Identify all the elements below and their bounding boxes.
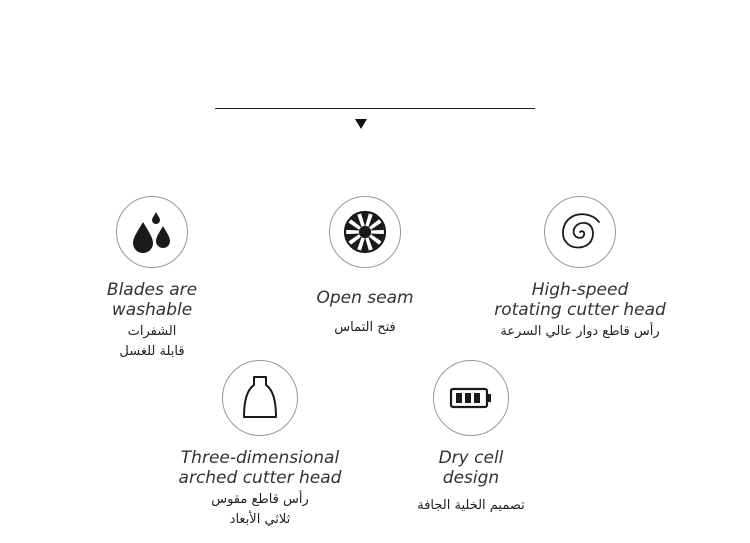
feature-washable-blades bbox=[42, 196, 262, 362]
fan-blade-icon bbox=[329, 196, 401, 268]
feature-title-en: Open seam bbox=[316, 288, 414, 308]
feature-dry-cell bbox=[361, 360, 581, 516]
feature-title-en: Dry cell design bbox=[438, 448, 504, 488]
battery-icon bbox=[433, 360, 509, 436]
feature-title-ar: فتح التماس bbox=[334, 320, 396, 335]
divider-line bbox=[215, 108, 535, 109]
feature-arched-head bbox=[150, 360, 370, 530]
feature-title-ar: تصميم الخلية الجافة bbox=[417, 498, 525, 513]
arched-head-icon bbox=[222, 360, 298, 436]
feature-title-ar: رأس قاطع دوار عالي السرعة bbox=[500, 324, 660, 339]
feature-title-ar: رأس قاطع مقوس ثلاثي الأبعاد bbox=[211, 492, 309, 527]
feature-title-en: High-speed rotating cutter head bbox=[494, 280, 666, 320]
feature-title-en: Blades are washable bbox=[106, 280, 198, 320]
feature-title-ar: الشفرات قابلة للغسل bbox=[119, 324, 185, 359]
feature-high-speed-head bbox=[470, 196, 690, 342]
feature-title-en: Three-dimensional arched cutter head bbox=[178, 448, 342, 488]
feature-open-seam bbox=[255, 196, 475, 338]
spiral-icon bbox=[544, 196, 616, 268]
water-drops-icon bbox=[116, 196, 188, 268]
down-arrow-icon bbox=[355, 119, 367, 129]
